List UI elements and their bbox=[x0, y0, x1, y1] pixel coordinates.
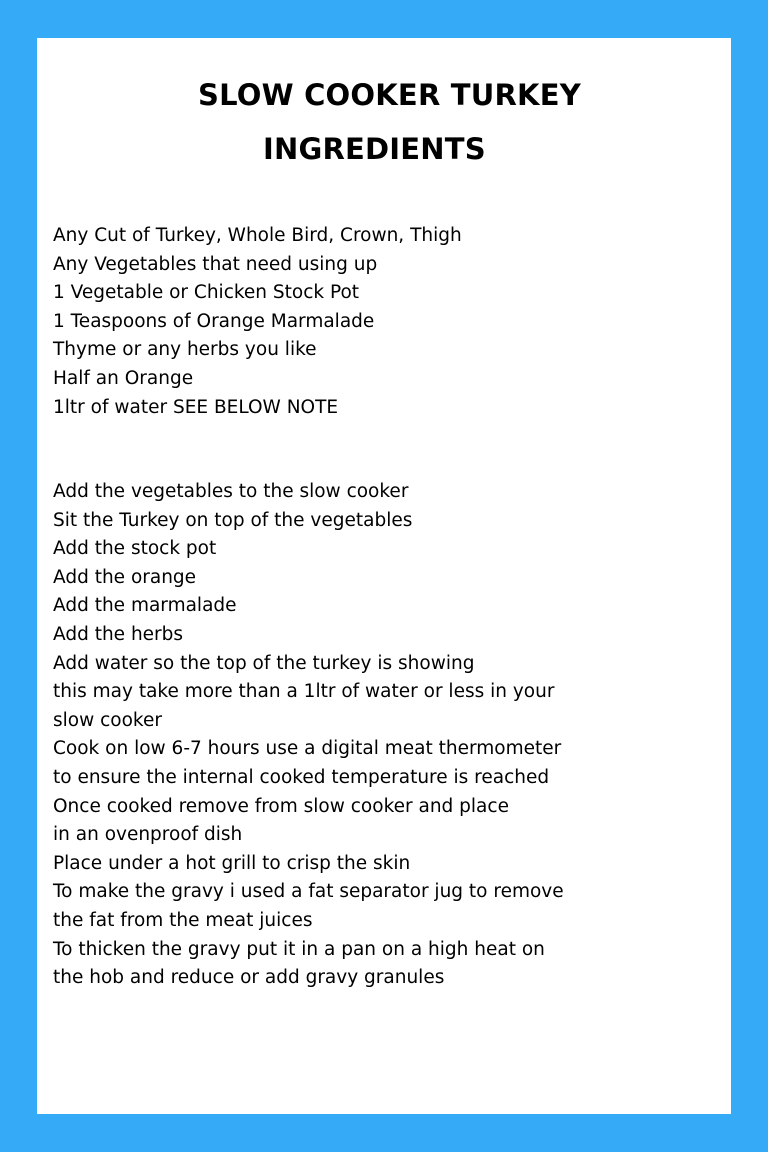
method-line: Add the stock pot bbox=[53, 538, 217, 560]
method-line: in an ovenproof dish bbox=[53, 824, 243, 846]
method-line: the hob and reduce or add gravy granules bbox=[53, 967, 445, 989]
method-line: To make the gravy i used a fat separator jug to remove bbox=[53, 881, 564, 903]
method-line: Once cooked remove from slow cooker and place bbox=[53, 795, 509, 817]
method-line: Add the marmalade bbox=[53, 595, 237, 617]
method-line: To thicken the gravy put it in a pan on a high heat on bbox=[53, 938, 545, 960]
method-line: Add the herbs bbox=[53, 623, 184, 645]
method-line: Add the vegetables to the slow cooker bbox=[53, 481, 409, 502]
ingredient-item: Any Vegetables that need using up bbox=[53, 253, 378, 275]
ingredient-item: 1 Teaspoons of Orange Marmalade bbox=[53, 310, 375, 332]
method-line: the fat from the meat juices bbox=[53, 909, 313, 931]
ingredient-item: Any Cut of Turkey, Whole Bird, Crown, Thigh bbox=[53, 225, 462, 246]
method-line: Place under a hot grill to crisp the skin bbox=[53, 852, 411, 874]
method-line: slow cooker bbox=[53, 709, 162, 731]
ingredient-item: 1ltr of water SEE BELOW NOTE bbox=[53, 396, 339, 418]
method-line: Add water so the top of the turkey is showing bbox=[53, 652, 475, 674]
recipe-card bbox=[37, 38, 731, 1114]
recipe-title: SLOW COOKER TURKEY bbox=[198, 78, 581, 112]
method-line: Add the orange bbox=[53, 566, 197, 588]
ingredient-item: 1 Vegetable or Chicken Stock Pot bbox=[53, 282, 360, 304]
ingredient-item: Thyme or any herbs you like bbox=[53, 339, 317, 361]
method-line: to ensure the internal cooked temperature is reached bbox=[53, 766, 550, 788]
ingredients-list bbox=[53, 222, 462, 422]
method-line: Cook on low 6-7 hours use a digital meat thermometer bbox=[53, 738, 562, 760]
ingredient-item: Half an Orange bbox=[53, 367, 194, 389]
ingredients-heading: INGREDIENTS bbox=[263, 132, 486, 166]
method-line: this may take more than a 1ltr of water or less in your bbox=[53, 681, 555, 703]
method-list bbox=[53, 478, 564, 993]
method-line: Sit the Turkey on top of the vegetables bbox=[53, 509, 413, 531]
